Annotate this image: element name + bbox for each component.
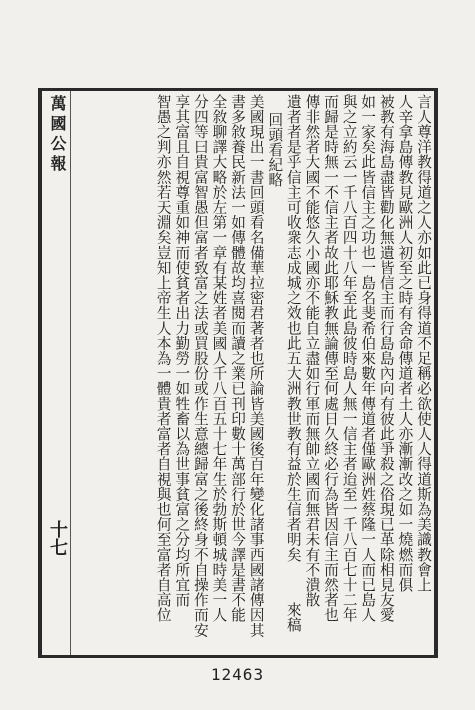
text-column: 傳非然者大國不能悠久小國亦不能自立盡如行軍而無帥立國而無君未有不潰散 [303,94,321,608]
article-credit: 來稿 [284,602,302,633]
frame-border-bottom [38,655,438,658]
section-heading: 回頭看紀略 [266,112,284,188]
text-column: 美國現出一書回頭看名備華拉密君著者也所論皆美國後百年變化諸事西國諸傳因其 [247,94,265,638]
frame-border-left [38,88,42,658]
text-column: 與之立約云一千八百四十八年至此島彼時島人無一信主者迨至一千八百七十二年 [340,94,358,623]
text-column: 全敘聊譯大略於左第一章有某姓者美國人千八百五十七年生於勃斯頓城時美一人 [210,94,228,623]
text-column: 書多敘養民新法一如傳體故均喜閱而讀之業已刊印數十萬部行於世今譯是書不能 [229,94,247,623]
text-column: 被教有海島盡皆勸化無遺皆信主而行島島內向有彼此爭殺之俗現已革除相見友愛 [377,94,395,623]
text-column: 言人尊洋教得道之人亦如此已身得道不足稱必欲使人人得道斯為美識教會上 [415,94,432,593]
text-column: 分四等曰貴富智愚但富者致富之法或買股份或作生意總歸富之後終身不自操作而安 [191,94,209,638]
text-column-last [283,94,302,652]
frame-border-right [434,88,438,658]
article-text [74,94,432,652]
text-column: 而歸是時無一不信主者故此耶穌教無論傳至何處日久終必行為皆因信主而然者也 [322,94,340,623]
text-column: 遺者者是乎信主可收衆志成城之效也此五大洲教世教有益於生信者明矣 [284,94,302,563]
text-column: 享其富且自視尊重如神而使貧者出力勤勞一如牲畜以為世事貧富之分均所宜而 [173,94,191,608]
margin-rule [70,91,71,655]
text-column: 智愚之判亦然若天淵矣豈知上帝生人本為一體貴者富者自視與也何至富者自高位 [154,94,172,623]
frame-border-top [38,88,438,91]
publication-title: 萬國公報 [48,95,67,175]
folio-number: 十七 [47,520,68,556]
text-column: 人辛拿島傳教見歐洲人初至之時有舍命傳道者土人亦漸漸改之如一燒燃而俱 [396,94,414,593]
text-column: 如一家矣此皆信主之功也一島名斐希伯來數年傳道者僅歐洲姓蔡隆一人而已島人 [359,94,377,623]
page-number: 12463 [210,665,265,684]
